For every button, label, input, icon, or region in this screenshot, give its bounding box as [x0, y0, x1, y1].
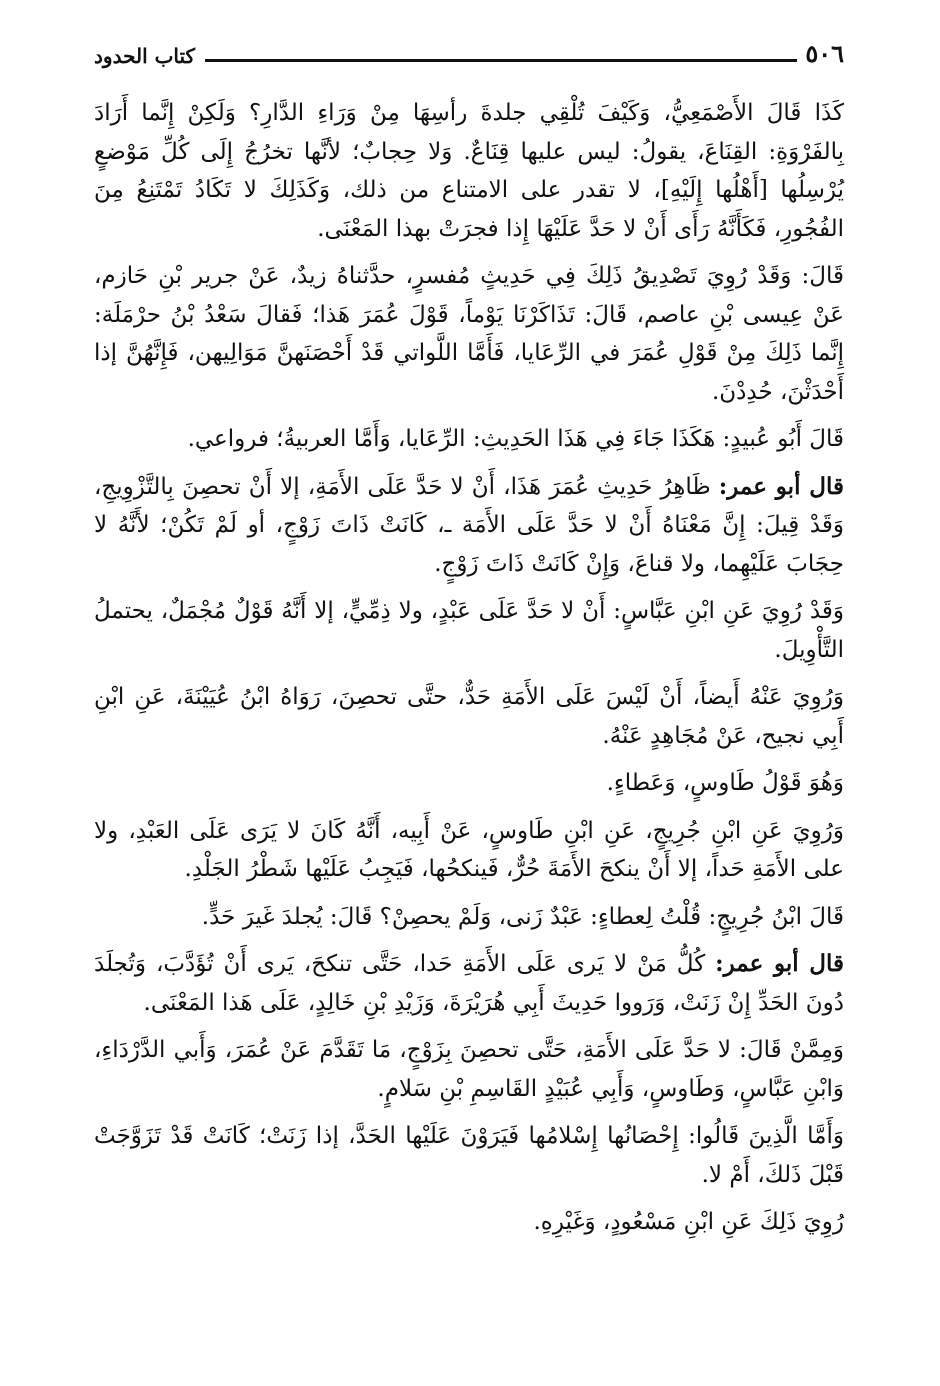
- paragraph-text: وَهُوَ قَوْلُ طَاوسٍ، وَعَطاءٍ.: [606, 770, 844, 796]
- running-head: [94, 30, 844, 66]
- page-number: ٥٠٦: [805, 39, 844, 68]
- paragraph-text: قَالَ ابْنُ جُرِيجٍ: قُلْتُ لِعطاءٍ: عَبْدٌ زَنى، وَلَمْ يحصِنْ؟ قَالَ: يُجلدَ غَيرَ حَدٍّ.: [201, 903, 844, 930]
- speaker-label: قال أبو عمر:: [715, 950, 844, 977]
- header-rule: [205, 59, 797, 62]
- paragraph: [94, 812, 844, 889]
- paragraph-text: وَأَمَّا الَّذِينَ قَالُوا: إِحْصَانُها إِسْلامُها فَيَرَوْنَ عَلَيْها الحَدَّ، إذا زَنَتْ؛ كَانَتْ قَدْ تَزَوَّجَتْ قَبْلَ ذَلكَ، أَمْ لا.: [94, 1123, 844, 1188]
- paragraph: [94, 94, 844, 248]
- body-text: [94, 94, 844, 1242]
- paragraph-text: وَرُوِيَ عَنْهُ أَيضاً، أَنْ لَيْسَ عَلَى الأَمَةِ حَدٌّ، حتَّى تحصِنَ، رَوَاهُ ابْنُ عُيَيْنَةَ، عَنِ ابْنِ أَبِي نجيح، عَنْ مُجَاهِدٍ عَنْهُ.: [94, 684, 844, 749]
- paragraph: [94, 764, 844, 803]
- book-title: كتاب الحدود: [94, 44, 196, 68]
- paragraph: [94, 945, 844, 1022]
- paragraph-text: وَقَدْ رُوِيَ عَنِ ابْنِ عَبَّاسٍ: أَنْ لا حَدَّ عَلَى عَبْدٍ، ولا ذِمِّيٍّ، إلا أَنَّهُ قَوْلٌ مُجْمَلٌ، يحتملُ التَّأْوِيلَ.: [94, 598, 844, 663]
- paragraph: [94, 678, 844, 755]
- paragraph: [94, 257, 844, 411]
- paragraph-text: ظَاهِرُ حَدِيثِ عُمَرَ هَذَا، أَنْ لا حَدَّ عَلَى الأَمَةِ، إلا أَنْ تحصِنَ بِالتَّزْوِيجِ، وَقَدْ قِيلَ: إِنَّ مَعْنَاهُ أَنْ لا حَدَّ عَلَى الأَمَة ـ، كَانَتْ ذَاتَ زَوْجٍ، أو لَمْ تَكُنْ؛ لأَنَّهُ لا حِجَابَ عَلَيْهِما، ولا قناعَ، وَإِنْ كَانَتْ ذَاتَ زَوْجٍ.: [94, 473, 844, 577]
- paragraph-text: قَالَ: وَقَدْ رُوِيَ تَصْدِيقُ ذَلِكَ فِي حَدِيثٍ مُفسرٍ، حدَّثناهُ زيدٌ، عَنْ جرير بْنِ حَازم، عَنْ عِيسى بْنِ عاصم، قَالَ: تَذَاكَرْنَا يَوْماً، قَوْلَ عُمَرَ هَذا؛ فَقالَ سَعْدُ بْنُ حرْمَلَة: إِنَّما ذَلِكَ مِنْ قَوْلِ عُمَرَ في الرِّعَايا، فَأَمَّا اللَّواتي قَدْ أَحْصَنَهنَّ مَوَالِيهن، فَإِنَّهُنَّ إذا أَحْدَثْنَ، حُدِدْنَ.: [94, 263, 844, 405]
- paragraph: [94, 420, 844, 459]
- paragraph-text: وَمِمَّنْ قَالَ: لا حَدَّ عَلَى الأَمَةِ، حَتَّى تحصِنَ بِزَوْجٍ، مَا تَقَدَّمَ عَنْ عُمَرَ، وَأَبي الدَّرْدَاءِ، وَابْنِ عَبَّاسٍ، وَطَاوسٍ، وَأَبِي عُبَيْدٍ القَاسِمِ بْنِ سَلامٍ.: [94, 1037, 844, 1102]
- paragraph-text: كَذَا قَالَ الأَصْمَعِيُّ، وَكَيْفَ تُلْقِي جلدةَ رأسِهَا مِنْ وَرَاءِ الدَّارِ؟ وَلَكِنْ إِنَّما أَرَادَ بِالفَرْوَةِ: القِنَاعَ، يقولُ: ليس عليها قِنَاعٌ. وَلا حِجابٌ؛ لأنَّها تخرُجُ إِلَى كُلِّ مَوْضعٍ يُرْسِلُها [أَهْلُها إِلَيْهِ]، لا تقدر على الامتناع من ذلك، وَكَذَلِكَ لا تَكَادُ تَمْتَنِعُ مِنَ الفُجُورِ، فَكَأَنَّهُ رَأَى أَنْ لا حَدَّ عَلَيْهَا إِذا فجرَتْ بهذا المَعْنَى.: [94, 100, 844, 242]
- paragraph: [94, 592, 844, 669]
- paragraph-text: كُلُّ مَنْ لا يَرى عَلَى الأَمَةِ حَدا، حَتَّى تنكحَ، يَرى أَنْ تُؤَدَّبَ، وَتُجلَدَ دُونَ الحَدِّ إِنْ زَنَتْ، وَرَووا حَدِيثَ أَبِي هُرَيْرَةَ، وَزَيْدِ بْنِ خَالِدٍ، عَلَى هَذا المَعْنَى.: [94, 951, 844, 1016]
- paragraph-text: رُوِيَ ذَلِكَ عَنِ ابْنِ مَسْعُودٍ، وَغَيْرِهِ.: [533, 1209, 844, 1235]
- paragraph: [94, 468, 844, 584]
- paragraph-text: قَالَ أَبُو عُبيدٍ: هَكَذَا جَاءَ فِي هَذَا الحَدِيثِ: الرِّعَايا، وَأَمَّا العربيةُ؛ فرواعي.: [187, 426, 844, 452]
- paragraph: [94, 898, 844, 937]
- paragraph: [94, 1031, 844, 1108]
- speaker-label: قال أبو عمر:: [718, 472, 844, 500]
- paragraph: [94, 1117, 844, 1194]
- paragraph-text: وَرُوِيَ عَنِ ابْنِ جُرِيجٍ، عَنِ ابْنِ طَاوسٍ، عَنْ أَبِيه، أَنَّهُ كَانَ لا يَرَى عَلَى العَبْدِ، ولا على الأَمَةِ حَداً، إلا أَنْ ينكحَ الأَمَةَ حُرٌّ، فَينكحُها، فَيَجِبُ عَلَيْها شَطْرُ الجَلْدِ.: [94, 817, 844, 882]
- paragraph: [94, 1203, 844, 1242]
- book-page: [94, 30, 844, 1360]
